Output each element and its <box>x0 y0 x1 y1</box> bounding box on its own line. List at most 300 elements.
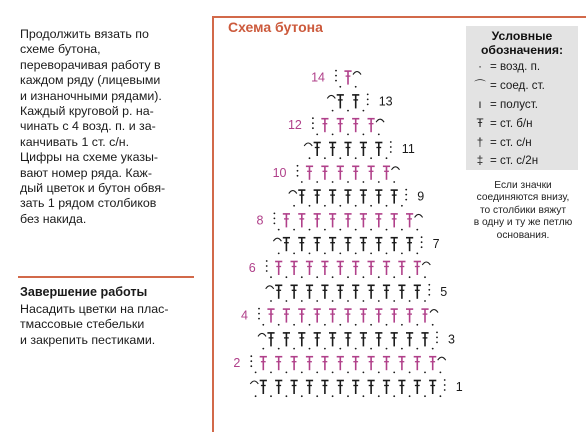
row-label: 9 <box>417 189 425 204</box>
turning-chain-dot <box>335 80 337 82</box>
turning-chain-dot <box>405 199 407 201</box>
chain-dot <box>355 157 357 159</box>
instructions-line: вают номер ряда. Каж- <box>20 165 152 180</box>
slip-stitch-arc <box>327 95 335 98</box>
turning-chain-dot <box>274 223 276 225</box>
stitch-mark <box>368 380 375 394</box>
turning-chain-dot <box>421 241 423 243</box>
stitch-mark <box>337 261 344 275</box>
stitch-mark <box>352 118 359 132</box>
chain-stitch-icon: · <box>478 59 482 73</box>
legend-item-label: = ст. с/н <box>490 135 532 149</box>
chain-dot <box>416 324 418 326</box>
chain-dot <box>316 372 318 374</box>
stitch-mark <box>329 237 336 251</box>
row-label: 4 <box>241 308 248 323</box>
stitch-mark <box>360 190 367 204</box>
stitch-mark <box>329 332 336 346</box>
chain-dot <box>440 372 442 374</box>
chain-dot <box>309 324 311 326</box>
stitch-mark <box>298 237 305 251</box>
chain-dot <box>363 276 365 278</box>
row-label: 3 <box>448 332 455 347</box>
legend-item-label: = полуст. <box>490 97 538 111</box>
stitch-mark <box>368 261 375 275</box>
stitch-mark <box>360 213 367 227</box>
chain-dot <box>355 229 357 231</box>
treble-crochet-icon: ‡ <box>476 153 484 167</box>
stitch-mark <box>344 213 351 227</box>
legend-title-line: Условные <box>491 29 553 43</box>
stitch-mark <box>291 285 298 299</box>
chain-dot <box>386 253 388 255</box>
legend-note-line: Если значки <box>494 180 552 191</box>
turning-chain-dot <box>390 151 392 153</box>
chain-dot <box>401 253 403 255</box>
instructions-line: переворачивая работу в <box>20 57 161 72</box>
stitch-mark <box>275 356 282 370</box>
turning-chain-dot <box>274 218 276 220</box>
legend-note-line: основания. <box>496 229 550 241</box>
chain-dot <box>401 324 403 326</box>
stitch-mark <box>398 261 405 275</box>
stitch-mark <box>321 356 328 370</box>
stitch-mark <box>321 118 328 132</box>
legend-item-label: = соед. ст. <box>490 78 545 92</box>
chain-dot <box>378 372 380 374</box>
stitch-mark <box>406 309 413 323</box>
stitch-mark <box>360 237 367 251</box>
chain-dot <box>386 157 388 159</box>
chain-dot <box>293 324 295 326</box>
stitch-mark <box>406 332 413 346</box>
chain-dot <box>278 229 280 231</box>
turning-chain-dot <box>258 313 260 315</box>
chain-dot <box>324 205 326 207</box>
chain-dot <box>363 300 365 302</box>
stitch-mark <box>352 261 359 275</box>
slip-stitch-arc <box>289 191 297 194</box>
chain-dot <box>332 110 334 112</box>
stitch-mark <box>306 285 313 299</box>
chain-dot <box>416 253 418 255</box>
stitch-mark <box>375 332 382 346</box>
instructions-line: и изнаночными рядами). <box>20 88 162 103</box>
slip-stitch-arc <box>438 357 446 360</box>
chain-dot <box>324 253 326 255</box>
legend-item-label: = ст. с/2н <box>490 153 539 167</box>
chain-dot <box>339 205 341 207</box>
slip-stitch-arc <box>376 119 384 122</box>
chain-dot <box>316 276 318 278</box>
chain-dot <box>255 395 257 397</box>
chain-dot <box>393 395 395 397</box>
stitch-mark <box>344 309 351 323</box>
turning-chain-dot <box>444 379 446 381</box>
row-label: 12 <box>287 118 302 133</box>
chain-dot <box>332 134 334 136</box>
chain-dot <box>339 229 341 231</box>
stitch-mark <box>398 285 405 299</box>
chain-dot <box>278 348 280 350</box>
chain-dot <box>401 205 403 207</box>
row-label: 8 <box>256 213 264 228</box>
chain-dot <box>432 324 434 326</box>
chain-dot <box>332 300 334 302</box>
turning-chain-dot <box>390 146 392 148</box>
stitch-mark <box>344 237 351 251</box>
chain-dot <box>309 253 311 255</box>
stitch-mark <box>306 356 313 370</box>
chain-dot <box>332 372 334 374</box>
turning-chain-dot <box>266 265 268 267</box>
chain-dot <box>324 229 326 231</box>
stitch-mark <box>414 356 421 370</box>
chain-dot <box>401 229 403 231</box>
turning-chain-dot <box>258 308 260 310</box>
chain-dot <box>316 134 318 136</box>
stitch-mark <box>383 166 390 180</box>
turning-chain-dot <box>421 236 423 238</box>
chain-dot <box>409 395 411 397</box>
turning-chain-dot <box>405 194 407 196</box>
row-label: 1 <box>455 380 463 394</box>
instructions-line: чинать с 4 возд. п. и за- <box>20 119 156 134</box>
turning-chain-dot <box>335 75 337 77</box>
chain-dot <box>363 372 365 374</box>
slip-stitch-arc <box>266 286 274 289</box>
turning-chain-dot <box>297 175 299 177</box>
stitch-mark <box>383 261 390 275</box>
turning-chain-dot <box>266 270 268 272</box>
turning-chain-dot <box>436 332 438 334</box>
turning-chain-dot <box>258 318 260 320</box>
turning-chain-dot <box>312 127 314 129</box>
chain-dot <box>301 276 303 278</box>
single-crochet-icon: Ŧ <box>476 116 484 130</box>
stitch-mark <box>291 380 298 394</box>
stitch-mark <box>344 142 351 156</box>
stitch-mark <box>368 356 375 370</box>
legend-item-label: = ст. б/н <box>490 116 533 130</box>
stitch-mark <box>414 285 421 299</box>
chain-dot <box>301 181 303 183</box>
stitch-mark <box>368 118 375 132</box>
finishing-line: и закрепить пестиками. <box>20 332 156 347</box>
chain-dot <box>339 253 341 255</box>
turning-chain-dot <box>335 70 337 72</box>
chain-dot <box>363 110 365 112</box>
stitch-mark <box>306 166 313 180</box>
chain-dot <box>347 134 349 136</box>
stitch-mark <box>329 213 336 227</box>
stitch-mark <box>260 356 267 370</box>
chain-dot <box>370 229 372 231</box>
chain-dot <box>363 181 365 183</box>
chain-dot <box>409 300 411 302</box>
chain-dot <box>309 229 311 231</box>
turning-chain-dot <box>367 99 369 101</box>
turning-chain-dot <box>250 360 252 362</box>
stitch-mark <box>283 309 290 323</box>
stitch-mark <box>298 309 305 323</box>
chain-dot <box>324 157 326 159</box>
chain-dot <box>355 86 357 88</box>
chain-dot <box>424 372 426 374</box>
stitch-mark <box>429 380 436 394</box>
chain-dot <box>355 205 357 207</box>
chain-dot <box>347 300 349 302</box>
chain-dot <box>355 324 357 326</box>
turning-chain-dot <box>428 289 430 291</box>
slip-stitch-arc <box>273 238 281 241</box>
stitch-mark <box>360 142 367 156</box>
stitch-mark <box>267 309 274 323</box>
chain-dot <box>316 181 318 183</box>
chain-dot <box>370 253 372 255</box>
stitch-mark <box>298 213 305 227</box>
stitch-mark <box>260 380 267 394</box>
chain-dot <box>393 276 395 278</box>
stitch-mark <box>321 166 328 180</box>
turning-chain-dot <box>405 189 407 191</box>
chain-dot <box>301 300 303 302</box>
chain-dot <box>416 348 418 350</box>
stitch-mark <box>337 94 344 108</box>
turning-chain-dot <box>421 246 423 248</box>
chain-dot <box>270 300 272 302</box>
slip-stitch-arc <box>353 72 361 75</box>
turning-chain-dot <box>274 213 276 215</box>
stitch-mark <box>398 380 405 394</box>
chain-dot <box>355 253 357 255</box>
chain-dot <box>386 348 388 350</box>
stitch-mark <box>383 356 390 370</box>
row-label: 7 <box>432 237 440 252</box>
stitch-mark <box>360 332 367 346</box>
stitch-mark <box>391 309 398 323</box>
chain-dot <box>286 372 288 374</box>
chain-dot <box>270 276 272 278</box>
chain-dot <box>332 276 334 278</box>
stitch-mark <box>344 190 351 204</box>
chain-dot <box>309 348 311 350</box>
slip-stitch-arc <box>422 262 430 265</box>
chain-dot <box>416 229 418 231</box>
row-label: 11 <box>401 142 415 156</box>
chain-dot <box>386 229 388 231</box>
chain-dot <box>332 181 334 183</box>
stitch-mark <box>321 285 328 299</box>
half-stitch-icon: ı <box>478 97 482 111</box>
turning-chain-dot <box>250 355 252 357</box>
chain-dot <box>270 395 272 397</box>
chain-dot <box>386 205 388 207</box>
stitch-mark <box>306 380 313 394</box>
chain-dot <box>347 372 349 374</box>
stitch-mark <box>352 380 359 394</box>
stitch-mark <box>314 237 321 251</box>
chain-dot <box>409 372 411 374</box>
instructions-line: схеме бутона, <box>20 42 101 57</box>
turning-chain-dot <box>367 94 369 96</box>
chain-dot <box>370 348 372 350</box>
chain-dot <box>324 348 326 350</box>
stitch-mark <box>421 309 428 323</box>
stitch-mark <box>421 332 428 346</box>
turning-chain-dot <box>312 122 314 124</box>
slip-stitch-icon: ⌒ <box>474 79 486 92</box>
diagram-title: Схема бутона <box>228 19 323 35</box>
chain-dot <box>293 205 295 207</box>
chain-dot <box>309 205 311 207</box>
stitch-mark <box>306 261 313 275</box>
stitch-mark <box>314 309 321 323</box>
stitch-mark <box>414 380 421 394</box>
slip-stitch-arc <box>392 167 400 170</box>
stitch-mark <box>406 213 413 227</box>
row-label: 13 <box>378 94 393 109</box>
stitch-mark <box>383 380 390 394</box>
chain-dot <box>378 395 380 397</box>
finishing-line: тмассовые стебельки <box>20 317 145 332</box>
stitch-mark <box>329 309 336 323</box>
stitch-mark <box>375 190 382 204</box>
stitch-mark <box>275 285 282 299</box>
stitch-mark <box>375 213 382 227</box>
instructions-line: дый цветок и бутон обвя- <box>20 181 166 196</box>
stitch-mark <box>406 237 413 251</box>
instructions-line: Продолжить вязать по <box>20 27 149 41</box>
slip-stitch-arc <box>304 143 312 146</box>
stitch-mark <box>375 309 382 323</box>
chain-dot <box>378 300 380 302</box>
turning-chain-dot <box>390 141 392 143</box>
chain-dot <box>316 395 318 397</box>
chain-dot <box>347 110 349 112</box>
finishing-title: Завершение работы <box>20 285 148 299</box>
stitch-mark <box>352 94 359 108</box>
stitch-mark <box>429 356 436 370</box>
chain-dot <box>339 324 341 326</box>
chain-dot <box>363 134 365 136</box>
chain-dot <box>339 157 341 159</box>
chain-dot <box>278 253 280 255</box>
chain-dot <box>293 229 295 231</box>
stitch-mark <box>368 285 375 299</box>
turning-chain-dot <box>312 117 314 119</box>
turning-chain-dot <box>444 389 446 391</box>
legend-note-line: соединяются внизу, <box>476 192 570 204</box>
stitch-mark <box>275 380 282 394</box>
stitch-mark <box>283 213 290 227</box>
chain-dot <box>286 395 288 397</box>
row-label: 2 <box>233 356 241 371</box>
stitch-mark <box>383 285 390 299</box>
slip-stitch-arc <box>415 214 423 217</box>
stitch-mark <box>391 237 398 251</box>
instructions-line: без накида. <box>20 211 87 226</box>
finishing-line: Насадить цветки на плас- <box>20 302 169 316</box>
stitch-mark <box>360 309 367 323</box>
chain-dot <box>370 205 372 207</box>
stitch-mark <box>368 166 375 180</box>
legend-note-line: то столбики вяжут <box>479 204 567 216</box>
stitch-mark <box>352 356 359 370</box>
chain-dot <box>286 276 288 278</box>
stitch-mark <box>314 213 321 227</box>
instructions-line: канчивать 1 ст. с/н. <box>20 134 130 149</box>
chain-dot <box>432 348 434 350</box>
chain-dot <box>378 181 380 183</box>
stitch-mark <box>391 190 398 204</box>
stitch-mark <box>375 237 382 251</box>
stitch-mark <box>337 118 344 132</box>
stitch-mark <box>337 356 344 370</box>
instructions-line: Каждый круговой р. на- <box>20 104 154 119</box>
chain-dot <box>401 348 403 350</box>
legend-item-label: = возд. п. <box>490 59 541 73</box>
chain-dot <box>440 395 442 397</box>
chain-dot <box>355 348 357 350</box>
chain-dot <box>316 300 318 302</box>
stitch-mark <box>337 166 344 180</box>
stitch-mark <box>375 142 382 156</box>
chain-dot <box>393 181 395 183</box>
chain-dot <box>278 324 280 326</box>
turning-chain-dot <box>428 284 430 286</box>
chain-dot <box>393 372 395 374</box>
slip-stitch-arc <box>250 381 258 384</box>
stitch-mark <box>267 332 274 346</box>
chain-dot <box>339 86 341 88</box>
chain-dot <box>347 395 349 397</box>
stitch-mark <box>391 332 398 346</box>
stitch-mark <box>398 356 405 370</box>
slip-stitch-arc <box>430 310 438 313</box>
stitch-mark <box>329 142 336 156</box>
stitch-mark <box>275 261 282 275</box>
chain-dot <box>363 395 365 397</box>
instructions-line: Цифры на схеме указы- <box>20 150 159 165</box>
stitch-mark <box>321 380 328 394</box>
stitch-mark <box>352 285 359 299</box>
chain-dot <box>309 157 311 159</box>
stitch-mark <box>352 166 359 180</box>
chain-dot <box>262 348 264 350</box>
chain-dot <box>339 348 341 350</box>
stitch-mark <box>414 261 421 275</box>
slip-stitch-arc <box>258 333 266 336</box>
row-label: 5 <box>440 284 448 299</box>
chain-dot <box>378 134 380 136</box>
stitch-mark <box>314 142 321 156</box>
chain-dot <box>370 157 372 159</box>
chain-dot <box>424 276 426 278</box>
stitch-mark <box>283 332 290 346</box>
chain-dot <box>409 276 411 278</box>
turning-chain-dot <box>444 384 446 386</box>
chain-dot <box>370 324 372 326</box>
stitch-mark <box>291 261 298 275</box>
stitch-mark <box>321 261 328 275</box>
stitch-mark <box>314 332 321 346</box>
chain-dot <box>386 324 388 326</box>
stitch-mark <box>298 190 305 204</box>
chain-dot <box>424 300 426 302</box>
chain-dot <box>347 181 349 183</box>
turning-chain-dot <box>436 342 438 344</box>
